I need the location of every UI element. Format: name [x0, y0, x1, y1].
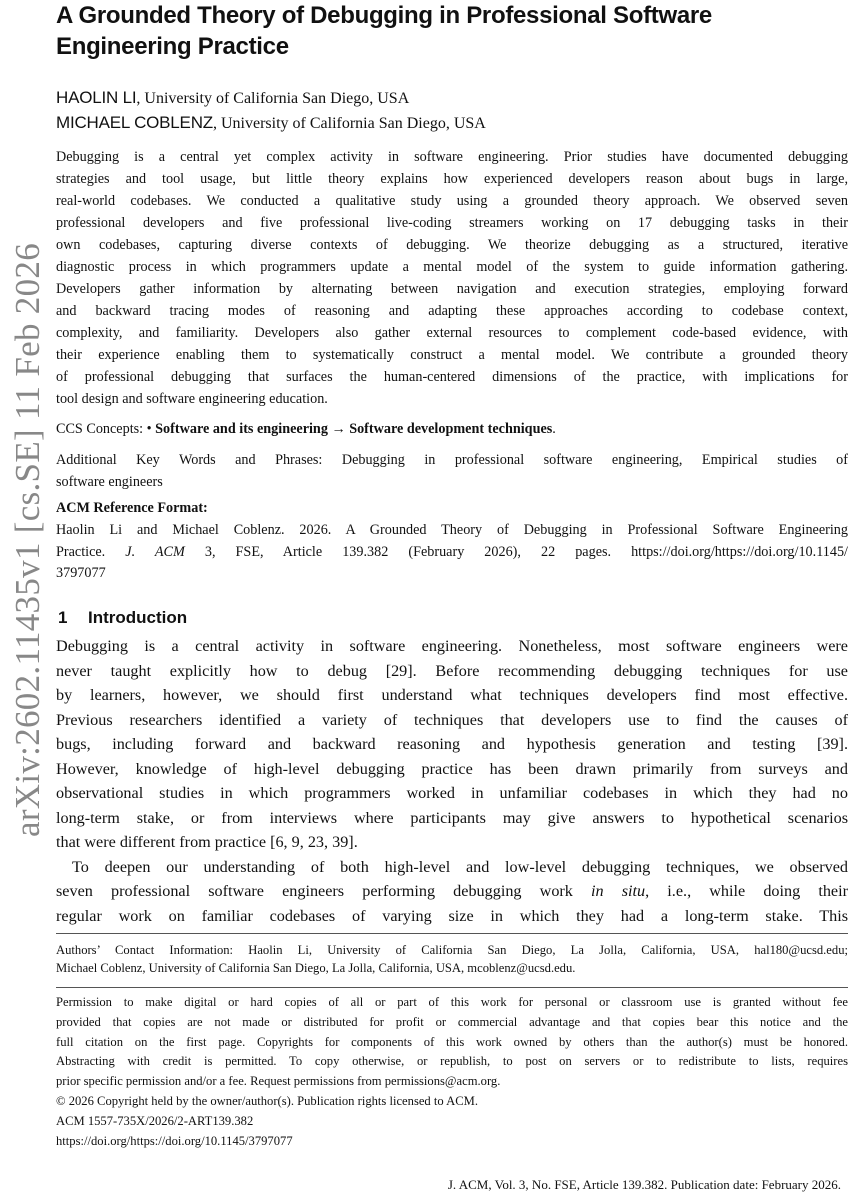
keywords-line: Additional Key Words and Phrases: Debugging in professional software engineering, Empirical studies of — [56, 452, 848, 468]
keywords-line: software engineers — [56, 473, 163, 490]
title-line: A Grounded Theory of Debugging in Professional Software — [56, 2, 712, 29]
author-name: MICHAEL COBLENZ — [56, 113, 213, 132]
abstract-line: Debugging is a central yet complex activity in software engineering. Prior studies have documented debugging — [56, 149, 848, 165]
keywords — [56, 450, 848, 493]
acm-reference — [56, 498, 848, 585]
author-list — [56, 86, 848, 136]
introduction-body — [56, 634, 848, 928]
author — [56, 86, 848, 111]
doi-link[interactable]: https://doi.org/https://doi.org/10.1145/3797077 — [56, 1133, 293, 1148]
intro-text: seven professional software engineers performing debugging work — [56, 882, 592, 900]
intro-line: by learners, however, we should first understand what techniques developers find most effective. — [56, 686, 848, 704]
ccs-suffix: . — [552, 421, 556, 437]
section-heading — [56, 606, 848, 630]
abstract-line: their experience enabling them to systematically construct a mental model. We contribute a grounded theory — [56, 347, 848, 363]
intro-line: regular work on familiar codebases of varying size in which they had a long-term stake. This — [56, 906, 848, 925]
intro-line — [56, 879, 848, 904]
intro-line: that were different from practice [6, 9, 23, 39]. — [56, 833, 358, 851]
permission-line: full citation on the first page. Copyrights for components of this work owned by others than the author(s) must be honored. — [56, 1034, 848, 1049]
intro-line: never taught explicitly how to debug [29]. Before recommending debugging techniques for use — [56, 661, 848, 680]
issn-line: ACM 1557-735X/2026/2-ART139.382 — [56, 1113, 254, 1128]
ccs-concepts — [56, 418, 848, 440]
permission-line: Abstracting with credit is permitted. To copy otherwise, or republish, to post on servers or to redistribute to lists, requires — [56, 1054, 848, 1069]
title-line: Engineering Practice — [56, 33, 289, 60]
acm-reference-line: 3797077 — [56, 565, 106, 582]
intro-line: observational studies in which programmers worked in unfamiliar codebases in which they had no — [56, 784, 848, 802]
section-title: Introduction — [88, 608, 188, 627]
intro-line: long-term stake, or from interviews where participants may give answers to hypothetical scenarios — [56, 808, 848, 827]
permission-line: Permission to make digital or hard copies of all or part of this work for personal or classroom use is granted without fee — [56, 995, 848, 1009]
permission-line: prior specific permission and/or a fee. Request permissions from permissions@acm.org. — [56, 1074, 501, 1089]
author-affiliation: , University of California San Diego, USA — [212, 115, 486, 132]
abstract-line: of professional debugging that surfaces the human-centered dimensions of the practice, with implications for — [56, 369, 848, 385]
author-affiliation: , University of California San Diego, USA — [136, 90, 410, 107]
copyright-line: © 2026 Copyright held by the owner/author(s). Publication rights licensed to ACM. — [56, 1093, 478, 1108]
abstract-line: strategies and tool usage, but little theory explains how experienced developers reason about bugs in large, — [56, 171, 848, 187]
permission-line: provided that copies are not made or distributed for profit or commercial advantage and that copies bear this notice and the — [56, 1014, 848, 1029]
intro-line: Debugging is a central activity in software engineering. Nonetheless, most software engineers were — [56, 637, 848, 655]
paper-title — [56, 0, 848, 62]
footnote-divider — [56, 933, 848, 934]
author-name: HAOLIN LI — [56, 88, 137, 107]
abstract-line: own codebases, capturing diverse contexts of debugging. We theorize debugging as a structured, iterative — [56, 237, 848, 253]
intro-line: bugs, including forward and backward reasoning and hypothesis generation and testing [39]. — [56, 735, 848, 753]
abstract-line: tool design and software engineering education. — [56, 391, 328, 407]
abstract-line: complexity, and familiarity. Developers also gather external resources to complement code-based evidence, with — [56, 325, 848, 341]
author — [56, 111, 848, 136]
intro-line: To deepen our understanding of both high-level and low-level debugging techniques, we observed — [72, 857, 848, 876]
abstract-line: real-world codebases. We conducted a qualitative study using a grounded theory approach. We observed seven — [56, 193, 848, 209]
permission-notice — [56, 993, 848, 1151]
author-contact-info — [56, 941, 848, 977]
ccs-prefix: CCS Concepts: • — [56, 421, 156, 437]
permission-divider — [56, 987, 848, 988]
acm-reference-text: Practice. — [56, 543, 126, 560]
acm-reference-line: Haolin Li and Michael Coblenz. 2026. A Grounded Theory of Debugging in Professional Software Engineering — [56, 521, 848, 538]
contact-line: Michael Coblenz, University of California San Diego, La Jolla, California, USA, mcoblenz@ucsd.edu. — [56, 961, 576, 975]
abstract-line: Developers gather information by alternating between navigation and execution strategies, employing forward — [56, 281, 848, 297]
contact-line: Authors’ Contact Information: Haolin Li, University of California San Diego, La Jolla, California, USA, hal180@ucsd.edu; — [56, 943, 848, 957]
intro-line: However, knowledge of high-level debugging practice has been drawn primarily from surveys and — [56, 759, 848, 778]
section-number: 1 — [58, 608, 68, 627]
intro-line: Previous researchers identified a variety of techniques that developers use to find the causes of — [56, 710, 848, 729]
journal-name: J. ACM — [125, 543, 185, 560]
abstract-line: professional developers and five professional live-coding streamers working on 17 debugging tasks in their — [56, 215, 848, 231]
acm-reference-line — [56, 542, 848, 564]
arxiv-stamp: arXiv:2602.11435v1 [cs.SE] 11 Feb 2026 — [8, 242, 47, 838]
intro-text: , i.e., while doing their — [645, 882, 848, 900]
abstract — [56, 146, 848, 410]
intro-emphasis: in situ — [591, 882, 646, 900]
acm-reference-text: 3, FSE, Article 139.382 (February 2026), 22 pages. https://doi.org/https://doi.org/10.1145/ — [184, 543, 848, 560]
acm-reference-heading: ACM Reference Format: — [56, 500, 208, 516]
abstract-line: and backward tracing modes of reasoning and adapting these approaches according to codebase context, — [56, 303, 848, 319]
abstract-line: diagnostic process in which programmers update a mental model of the system to guide information gathering. — [56, 259, 848, 275]
page-footer: J. ACM, Vol. 3, No. FSE, Article 139.382. Publication date: February 2026. — [447, 1177, 841, 1192]
ccs-concept: Software and its engineering → Software development techniques — [155, 421, 553, 437]
